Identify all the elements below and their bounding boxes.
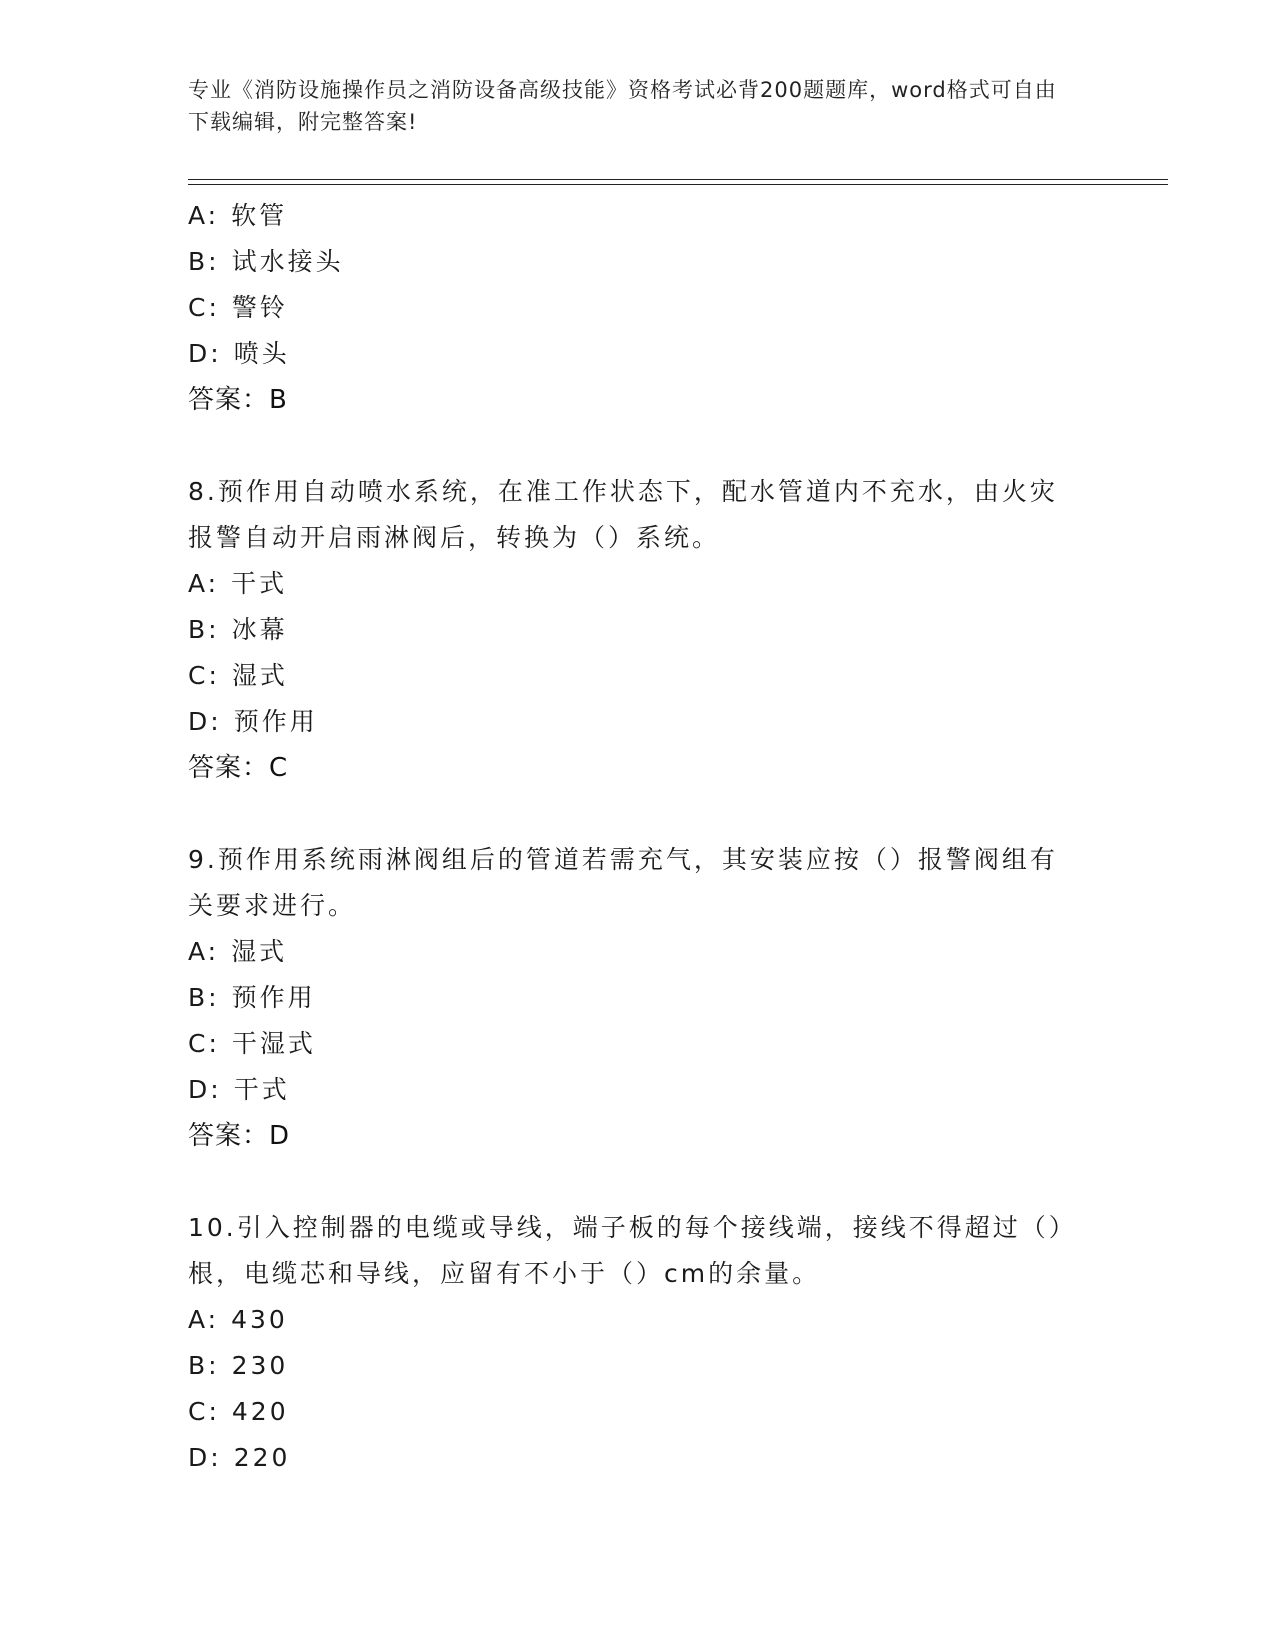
option-a: A: 湿式 bbox=[188, 937, 288, 966]
answer: 答案：C bbox=[188, 753, 289, 783]
question-text: 8.预作用自动喷水系统，在准工作状态下，配水管道内不充水，由火灾报警自动开启雨淋阀后，转换为（）系统。 bbox=[188, 477, 1058, 552]
answer: 答案：B bbox=[188, 385, 288, 415]
question-7 bbox=[188, 193, 1088, 423]
question-10 bbox=[188, 1205, 1088, 1481]
question-8 bbox=[188, 469, 1088, 791]
question-text: 10.引入控制器的电缆或导线，端子板的每个接线端，接线不得超过（）根，电缆芯和导线，应留有不小于（）cm的余量。 bbox=[188, 1213, 1065, 1288]
header-divider-bottom bbox=[188, 184, 1168, 185]
question-9 bbox=[188, 837, 1088, 1159]
option-c: C: 警铃 bbox=[188, 293, 288, 322]
option-a: A: 430 bbox=[188, 1305, 288, 1334]
option-b: B: 230 bbox=[188, 1351, 289, 1380]
option-b: B: 预作用 bbox=[188, 983, 316, 1012]
option-a: A: 干式 bbox=[188, 569, 288, 598]
option-c: C: 湿式 bbox=[188, 661, 288, 690]
option-c: C: 420 bbox=[188, 1397, 289, 1426]
header-divider-top bbox=[188, 179, 1168, 180]
option-d: D: 220 bbox=[188, 1443, 291, 1472]
document-header: 专业《消防设施操作员之消防设备高级技能》资格考试必背200题题库，word格式可自由下载编辑，附完整答案! bbox=[188, 78, 1057, 134]
question-text: 9.预作用系统雨淋阀组后的管道若需充气，其安装应按（）报警阀组有关要求进行。 bbox=[188, 845, 1058, 920]
option-b: B: 冰幕 bbox=[188, 615, 288, 644]
option-d: D: 干式 bbox=[188, 1075, 290, 1104]
option-b: B: 试水接头 bbox=[188, 247, 344, 276]
question-list bbox=[188, 193, 1088, 1481]
option-d: D: 预作用 bbox=[188, 707, 318, 736]
option-c: C: 干湿式 bbox=[188, 1029, 316, 1058]
option-d: D: 喷头 bbox=[188, 339, 290, 368]
option-a: A: 软管 bbox=[188, 201, 288, 230]
answer: 答案：D bbox=[188, 1121, 291, 1151]
